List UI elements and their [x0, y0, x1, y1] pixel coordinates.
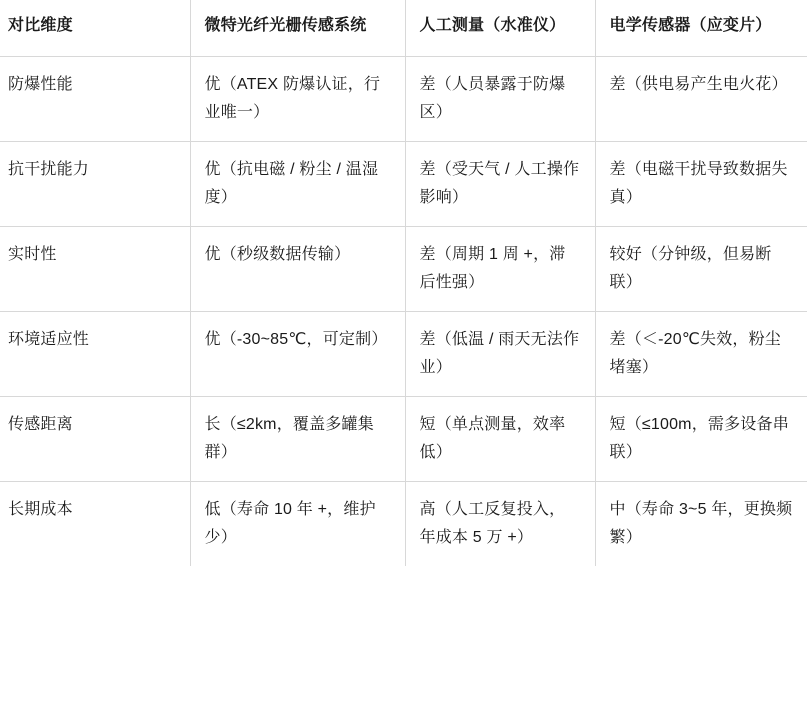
- column-header-fbg-system: 微特光纤光栅传感系统: [190, 0, 405, 57]
- row-label-anti-interference: 抗干扰能力: [0, 142, 190, 227]
- column-header-electrical-sensor: 电学传感器（应变片）: [595, 0, 807, 57]
- cell-anti-interference-electrical: 差（电磁干扰导致数据失真）: [595, 142, 807, 227]
- column-header-dimension: 对比维度: [0, 0, 190, 57]
- cell-real-time-fbg: 优（秒级数据传输）: [190, 227, 405, 312]
- row-label-explosion-proof: 防爆性能: [0, 57, 190, 142]
- cell-sensing-distance-fbg: 长（≤2km，覆盖多罐集群）: [190, 397, 405, 482]
- cell-long-term-cost-fbg: 低（寿命 10 年 +，维护少）: [190, 482, 405, 567]
- table-body: [0, 57, 807, 567]
- cell-explosion-proof-fbg: 优（ATEX 防爆认证，行业唯一）: [190, 57, 405, 142]
- row-label-environment-adaptability: 环境适应性: [0, 312, 190, 397]
- row-label-real-time: 实时性: [0, 227, 190, 312]
- cell-explosion-proof-manual: 差（人员暴露于防爆区）: [405, 57, 595, 142]
- table-row: [0, 312, 807, 397]
- cell-real-time-electrical: 较好（分钟级，但易断联）: [595, 227, 807, 312]
- table-header-row: [0, 0, 807, 57]
- cell-long-term-cost-manual: 高（人工反复投入，年成本 5 万 +）: [405, 482, 595, 567]
- row-label-sensing-distance: 传感距离: [0, 397, 190, 482]
- cell-environment-adaptability-manual: 差（低温 / 雨天无法作业）: [405, 312, 595, 397]
- table-row: [0, 57, 807, 142]
- cell-explosion-proof-electrical: 差（供电易产生电火花）: [595, 57, 807, 142]
- cell-environment-adaptability-fbg: 优（-30~85℃，可定制）: [190, 312, 405, 397]
- table-row: [0, 397, 807, 482]
- cell-real-time-manual: 差（周期 1 周 +，滞后性强）: [405, 227, 595, 312]
- table-row: [0, 142, 807, 227]
- row-label-long-term-cost: 长期成本: [0, 482, 190, 567]
- table-row: [0, 227, 807, 312]
- cell-long-term-cost-electrical: 中（寿命 3~5 年，更换频繁）: [595, 482, 807, 567]
- cell-environment-adaptability-electrical: 差（＜-20℃失效，粉尘堵塞）: [595, 312, 807, 397]
- cell-anti-interference-manual: 差（受天气 / 人工操作影响）: [405, 142, 595, 227]
- cell-sensing-distance-electrical: 短（≤100m，需多设备串联）: [595, 397, 807, 482]
- table-row: [0, 482, 807, 567]
- cell-anti-interference-fbg: 优（抗电磁 / 粉尘 / 温湿度）: [190, 142, 405, 227]
- table-header: [0, 0, 807, 57]
- cell-sensing-distance-manual: 短（单点测量，效率低）: [405, 397, 595, 482]
- column-header-manual-measurement: 人工测量（水准仪）: [405, 0, 595, 57]
